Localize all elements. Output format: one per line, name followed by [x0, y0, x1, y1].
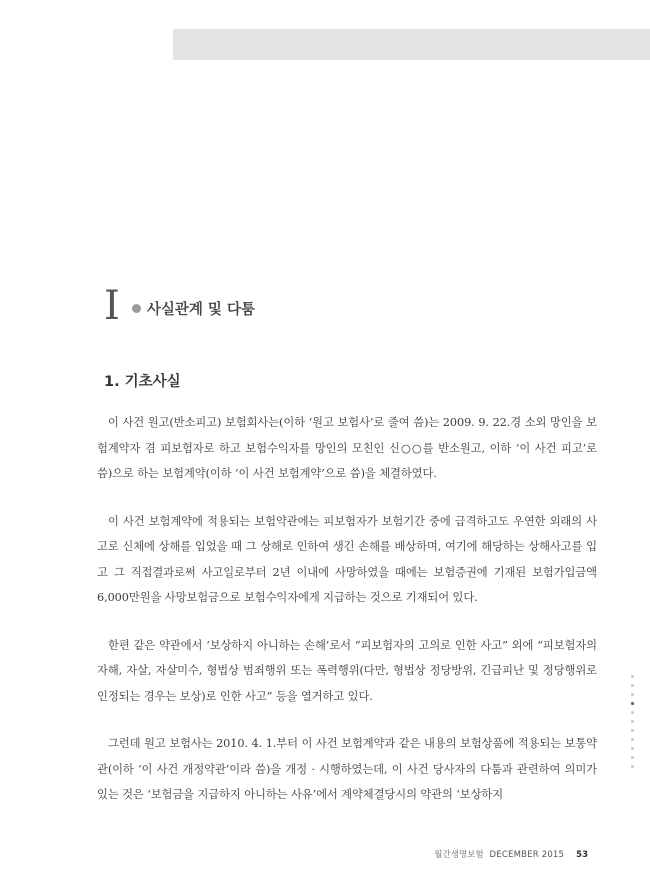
page-dot	[631, 711, 634, 714]
header-band	[173, 29, 650, 60]
page-dot-active	[631, 702, 634, 705]
section-title: 사실관계 및 다툼	[146, 301, 255, 318]
paragraph: 한편 같은 약관에서 ‘보상하지 아니하는 손해’로서 “피보험자의 고의로 인한 사고” 외에 “피보험자의 자해, 자살, 자살미수, 형법상 범죄행위 또는 폭력행위(다만, 형법상 정당방위, 긴급피난 및 정당행위로 인정되는 경우는 보상)로 인한 사고” 등을 열거하고 있다.	[97, 638, 597, 703]
paragraph: 그런데 원고 보험사는 2010. 4. 1.부터 이 사건 보험계약과 같은 내용의 보험상품에 적용되는 보통약관(이하 ‘이 사건 개정약관’이라 씀)을 개정 · 시행하였는데, 이 사건 당사자의 다툼과 관련하여 의미가 있는 것은 ‘보험금을 지급하지 아니하는 사유’에서 계약체결당시의 약관의 ‘보상하지	[97, 737, 597, 801]
subsection-title: 1. 기초사실	[104, 374, 181, 390]
page-dot	[631, 720, 634, 723]
page-dot	[631, 693, 634, 696]
paragraph: 이 사건 보험계약에 적용되는 보험약관에는 피보험자가 보험기간 중에 급격하고도 우연한 외래의 사고로 신체에 상해를 입었을 때 그 상해로 인하여 생긴 손해를 배상하며, 여기에 해당하는 상해사고를 입고 그 직접결과로써 사고일로부터 2년 이내에 사망하였을 때에는 보험증권에 기재된 보험가입금액 6,000만원을 사망보험금으로 보험수익자에게 지급하는 것으로 기재되어 있다.	[97, 514, 597, 604]
page-dot	[631, 684, 634, 687]
magazine-name: 월간생명보험	[434, 850, 484, 860]
page-footer	[434, 848, 588, 860]
page-dot	[631, 756, 634, 759]
page-number: 53	[576, 850, 588, 860]
page-dot	[631, 747, 634, 750]
body-text	[97, 410, 597, 830]
issue-date: DECEMBER 2015	[489, 850, 565, 860]
section-heading	[104, 283, 255, 329]
page-dot	[631, 738, 634, 741]
page-indicator	[631, 675, 635, 774]
page-dot	[631, 765, 634, 768]
paragraph: 이 사건 원고(반소피고) 보험회사는(이하 ‘원고 보험사’로 줄여 씀)는 2009. 9. 22.경 소외 망인을 보험계약자 겸 피보험자로 하고 보험수익자를 망인의 모친인 신○○를 반소원고, 이하 ‘이 사건 피고’로 씀)으로 하는 보험계약(이하 ‘이 사건 보험계약’으로 씀)을 체결하였다.	[97, 416, 597, 480]
section-numeral: I	[104, 283, 120, 329]
bullet-icon	[132, 304, 141, 313]
page-dot	[631, 729, 634, 732]
page-dot	[631, 675, 634, 678]
